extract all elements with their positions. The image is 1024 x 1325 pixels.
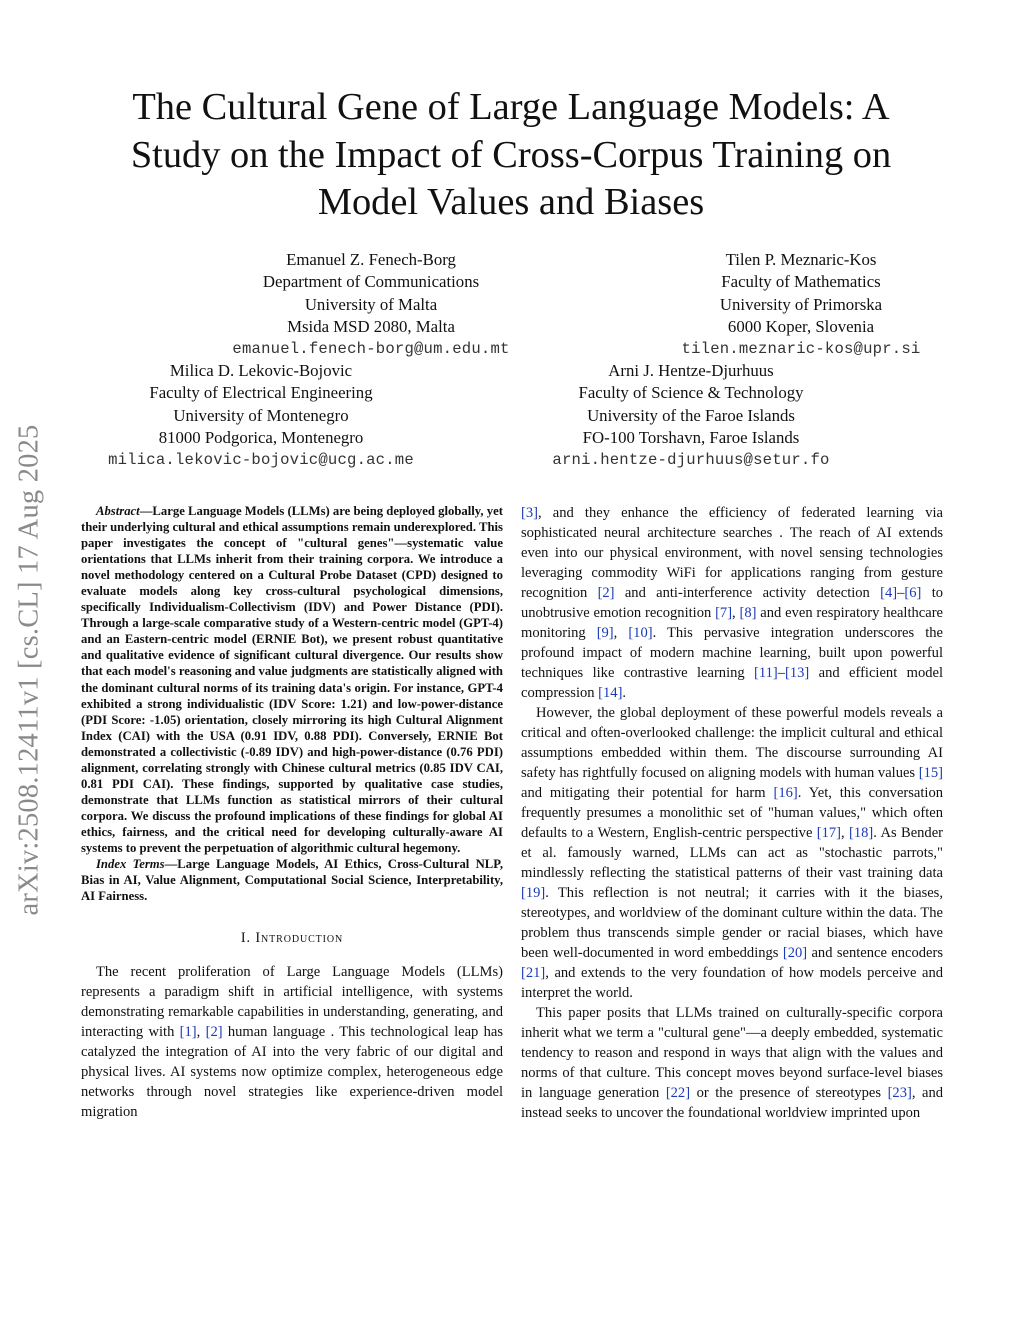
- author-dept: Department of Communications: [262, 272, 480, 292]
- citation-link[interactable]: [23]: [887, 1085, 912, 1101]
- index-terms-text: —Large Language Models, AI Ethics, Cross-Cultural NLP, Bias in AI, Value Alignment, Computational Social Science, Interpretability, AI Fairness.: [81, 857, 503, 904]
- author-address: Msida MSD 2080, Malta: [287, 316, 455, 336]
- index-terms-lead: Index Terms: [96, 857, 165, 872]
- author-dept: Faculty of Electrical Engineering: [149, 383, 373, 403]
- intro-paragraph-2: However, the global deployment of these powerful models reveals a critical and often-overlooked challenge: the implicit cultural and ethical assumptions embedded within them. The discourse surrounding AI safety has rightfully focused on aligning models with human values [15] and mitigating their potential for harm [16]. Yet, this conversation frequently presumes a monolithic set of "human values," which often defaults to a Western, English-centric perspective [17], [18]. As Bender et al. famously warned, LLMs can act as "stochastic parrots," mindlessly reflecting the statistical patterns of their vast training data [19]. This reflection is not neutral; it carries with it the biases, stereotypes, and worldview of the dominant culture within the data. The problem thus transcends simple gender or racial biases, which have been well-documented in word embeddings [20] and sentence encoders [21], and extends to the very foundation of how models perceive and interpret the world.: [521, 705, 943, 1001]
- citation-link[interactable]: [20]: [782, 945, 808, 961]
- author-org: University of the Faroe Islands: [587, 405, 795, 425]
- author-email[interactable]: milica.lekovic-bojovic@ucg.ac.me: [108, 451, 414, 470]
- left-column: [81, 503, 503, 1122]
- citation-link[interactable]: [2]: [597, 585, 615, 601]
- citation-link[interactable]: [9]: [596, 625, 614, 641]
- intro-paragraph-1-cont: [3], and they enhance the efficiency of federated learning via sophisticated neural architecture searches . The reach of AI extends even into our physical environment, with novel sensing technologies leveraging commodity WiFi for applications ranging from gesture recognition [2] and anti-interference activity detection [4]–[6] to unobtrusive emotion recognition [7], [8] and even respiratory healthcare monitoring [9], [10]. This pervasive integration underscores the profound impact of modern machine learning, built upon powerful techniques like contrastive learning [11]–[13] and efficient model compression [14].: [521, 505, 944, 701]
- citation-link[interactable]: [3]: [521, 505, 538, 521]
- author-dept: Faculty of Science & Technology: [578, 383, 804, 403]
- arxiv-id: arXiv:2508.12411v1 [cs.CL] 17 Aug 2025: [13, 424, 45, 916]
- author-address: 6000 Koper, Slovenia: [727, 316, 875, 336]
- arxiv-stamp: [6, 362, 52, 978]
- author-org: University of Montenegro: [173, 405, 349, 425]
- citation-link[interactable]: [10]: [628, 625, 653, 641]
- citation-link[interactable]: [17]: [816, 825, 842, 841]
- citation-link[interactable]: [13]: [785, 665, 810, 681]
- abstract-text: —Large Language Models (LLMs) are being deployed globally, yet their underlying cultural and ethical assumptions remain underexplored. This paper investigates the concept of "cultural genes"—systematic value orientations that LLMs inherit from their training corpora. We introduce a novel methodology centered on a Cultural Probe Dataset (CPD) designed to evaluate models along key cross-cultural psychological dimensions, specifically Individualism-Collectivism (IDV) and Power Distance (PDI). Through a large-scale comparative study of a Western-centric model (GPT-4) and an Eastern-centric model (ERNIE Bot), we present robust quantitative and qualitative evidence of significant cultural divergence. Our results show that each model's reasoning and value judgments are statistically aligned with the dominant cultural norms of its training data's origin. For instance, GPT-4 exhibited a strong individualistic (IDV Score: 1.21) and low-power-distance (PDI Score: -1.05) orientation, closely mirroring its high Cultural Alignment Index (CAI) with the USA (0.91 IDV, 0.88 PDI). Conversely, ERNIE Bot demonstrated a collectivistic (-0.89 IDV) and high-power-distance (0.76 PDI) alignment, correlating strongly with Chinese cultural metrics (0.85 IDV CAI, 0.81 PDI CAI). These findings, supported by qualitative case studies, demonstrate that LLMs function as statistical mirrors of their cultural corpora. We discuss the profound implications of these findings for global AI ethics, fairness, and the critical need for developing culturally-aware AI systems to prevent the perpetuation of algorithmic cultural hegemony.: [81, 504, 503, 855]
- citation-link[interactable]: [2]: [205, 1024, 223, 1041]
- citation-link[interactable]: [15]: [918, 765, 943, 781]
- author-org: University of Primorska: [719, 294, 883, 314]
- citation-link[interactable]: [7]: [715, 605, 733, 621]
- index-terms: [81, 856, 503, 904]
- citation-link[interactable]: [1]: [179, 1024, 197, 1041]
- citation-link[interactable]: [18]: [849, 825, 874, 841]
- citation-link[interactable]: [6]: [904, 585, 922, 601]
- abstract-lead: Abstract: [96, 504, 140, 518]
- author-org: University of Malta: [304, 294, 438, 314]
- author-email[interactable]: emanuel.fenech-borg@um.edu.mt: [232, 340, 510, 359]
- author-block-1: [221, 249, 521, 360]
- author-name: Arni J. Hentze-Djurhuus: [608, 361, 774, 380]
- citation-link[interactable]: [21]: [521, 965, 546, 981]
- citation-link[interactable]: [14]: [598, 685, 623, 701]
- author-email[interactable]: tilen.meznaric-kos@upr.si: [681, 340, 921, 359]
- author-block-4: [516, 360, 866, 471]
- citation-link[interactable]: [8]: [739, 605, 757, 621]
- author-name: Emanuel Z. Fenech-Borg: [286, 250, 456, 269]
- citation-link[interactable]: [4]: [880, 585, 898, 601]
- intro-paragraph-3: This paper posits that LLMs trained on culturally-specific corpora inherit what we term a "cultural gene"—a deeply embedded, systematic tendency to reason and respond in ways that align with the values and norms of that culture. This concept moves beyond surface-level biases in language generation [22] or the presence of stereotypes [23], and instead seeks to uncover the foundational worldview imprinted upon: [521, 1005, 943, 1121]
- author-block-2: [648, 249, 954, 360]
- author-name: Milica D. Lekovic-Bojovic: [169, 361, 353, 380]
- citation-link[interactable]: [22]: [665, 1085, 691, 1101]
- paper-title: The Cultural Gene of Large Language Models: A Study on the Impact of Cross-Corpus Training on Model Values and Biases: [130, 86, 892, 223]
- citation-link[interactable]: [11]: [754, 665, 778, 681]
- citation-link[interactable]: [16]: [773, 785, 798, 801]
- section-heading: I. Introduction: [240, 930, 344, 947]
- author-name: Tilen P. Meznaric-Kos: [725, 250, 877, 269]
- author-email[interactable]: arni.hentze-djurhuus@setur.fo: [552, 451, 830, 470]
- citation-link[interactable]: [19]: [521, 885, 546, 901]
- abstract: [81, 503, 503, 856]
- author-address: FO-100 Torshavn, Faroe Islands: [582, 427, 800, 447]
- author-block-3: [81, 360, 441, 471]
- right-column: [521, 503, 943, 1123]
- author-dept: Faculty of Mathematics: [721, 272, 881, 292]
- intro-paragraph-1: The recent proliferation of Large Language Models (LLMs) represents a paradigm shift in artificial intelligence, with systems demonstrating remarkable capabilities in understanding, generating, and interacting with [1], [2] human language . This technological leap has catalyzed the integration of AI into the very fabric of our digital and physical lives. AI systems now optimize complex, heterogeneous edge networks through novel strategies like experience-driven model migration: [81, 964, 503, 1121]
- author-address: 81000 Podgorica, Montenegro: [158, 427, 364, 447]
